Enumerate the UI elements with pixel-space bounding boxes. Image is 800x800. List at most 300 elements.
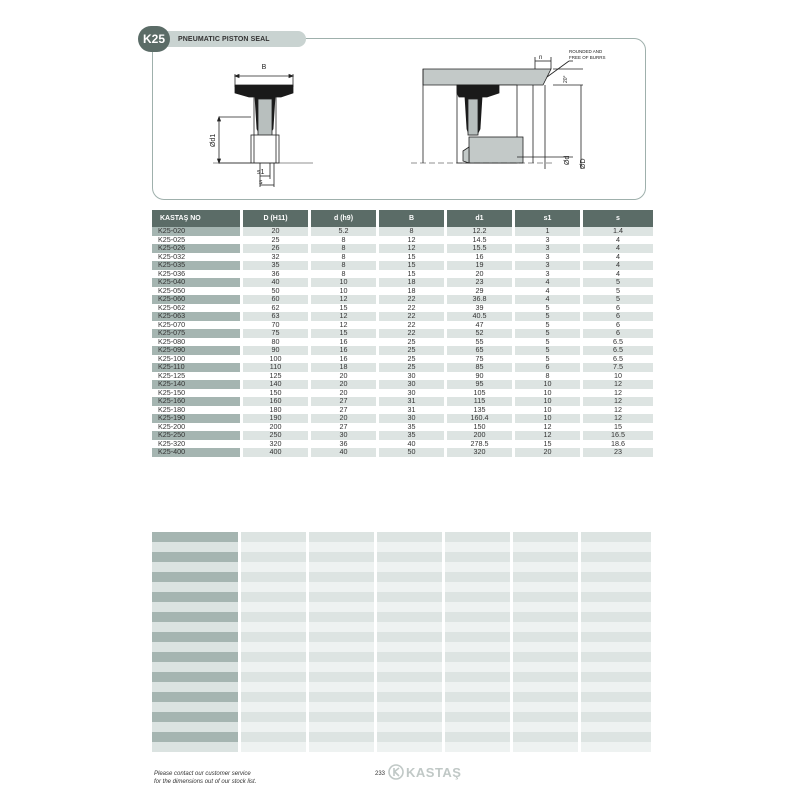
empty-cell xyxy=(513,602,578,612)
table-cell: K25-200 xyxy=(152,423,243,432)
table-row xyxy=(152,397,653,406)
empty-cell xyxy=(513,682,578,692)
empty-cell xyxy=(152,622,238,632)
empty-row xyxy=(152,732,651,742)
empty-cell xyxy=(309,722,374,732)
column-header: B xyxy=(379,210,447,227)
table-row xyxy=(152,363,653,372)
empty-cell xyxy=(445,722,510,732)
empty-table-rows xyxy=(152,532,651,752)
table-cell: 3 xyxy=(515,244,583,253)
empty-cell xyxy=(445,712,510,722)
table-cell: K25-125 xyxy=(152,372,243,381)
table-cell: 36.8 xyxy=(447,295,515,304)
table-cell: 14.5 xyxy=(447,236,515,245)
empty-row xyxy=(152,612,651,622)
empty-cell xyxy=(445,682,510,692)
empty-cell xyxy=(377,662,442,672)
empty-cell xyxy=(513,712,578,722)
empty-row xyxy=(152,652,651,662)
table-cell: 5 xyxy=(515,312,583,321)
note-burrs: FREE OF BURRS xyxy=(569,55,606,60)
empty-cell xyxy=(377,602,442,612)
empty-cell xyxy=(513,702,578,712)
empty-cell xyxy=(513,592,578,602)
table-cell: 10 xyxy=(311,278,379,287)
table-cell: 20 xyxy=(243,227,311,236)
empty-cell xyxy=(152,602,238,612)
empty-cell xyxy=(241,562,306,572)
empty-cell xyxy=(152,682,238,692)
empty-cell xyxy=(445,642,510,652)
empty-row xyxy=(152,542,651,552)
table-cell: 70 xyxy=(243,321,311,330)
empty-cell xyxy=(513,732,578,742)
table-cell: 27 xyxy=(311,406,379,415)
dim-label-d1: Ød1 xyxy=(210,133,217,147)
table-row xyxy=(152,380,653,389)
empty-cell xyxy=(241,612,306,622)
table-row xyxy=(152,389,653,398)
empty-cell xyxy=(445,562,510,572)
table-cell: 15.5 xyxy=(447,244,515,253)
empty-cell xyxy=(152,582,238,592)
table-cell: K25-140 xyxy=(152,380,243,389)
table-cell: K25-040 xyxy=(152,278,243,287)
empty-cell xyxy=(581,642,651,652)
footnote-line-1: Please contact our customer service xyxy=(154,771,251,777)
table-cell: 12 xyxy=(379,244,447,253)
empty-cell xyxy=(241,742,306,752)
table-cell: 20 xyxy=(311,372,379,381)
table-row xyxy=(152,440,653,449)
table-cell: 27 xyxy=(311,397,379,406)
table-cell: 6 xyxy=(583,329,653,338)
table-cell: 30 xyxy=(379,389,447,398)
table-cell: 18 xyxy=(311,363,379,372)
empty-row xyxy=(152,592,651,602)
empty-cell xyxy=(152,542,238,552)
empty-cell xyxy=(377,642,442,652)
empty-cell xyxy=(513,612,578,622)
empty-cell xyxy=(152,632,238,642)
table-cell: 5 xyxy=(583,278,653,287)
table-cell: 20 xyxy=(447,270,515,279)
table-cell: 10 xyxy=(614,370,622,380)
empty-cell xyxy=(513,542,578,552)
table-cell: 40 xyxy=(311,448,379,457)
empty-cell xyxy=(309,692,374,702)
empty-row xyxy=(152,532,651,542)
empty-row xyxy=(152,682,651,692)
table-row xyxy=(152,227,653,236)
column-header: d (h9) xyxy=(311,210,379,227)
empty-cell xyxy=(152,552,238,562)
table-cell: 30 xyxy=(379,380,447,389)
empty-cell xyxy=(377,572,442,582)
table-cell: 12 xyxy=(379,236,447,245)
table-cell: 6 xyxy=(616,302,620,312)
empty-cell xyxy=(581,682,651,692)
empty-cell xyxy=(377,712,442,722)
empty-row xyxy=(152,632,651,642)
table-cell: 110 xyxy=(243,363,311,372)
table-cell: 36 xyxy=(243,270,311,279)
table-cell: 135 xyxy=(447,406,515,415)
empty-cell xyxy=(309,562,374,572)
table-cell: 10 xyxy=(515,414,583,423)
table-cell: K25-160 xyxy=(152,397,243,406)
table-cell: 150 xyxy=(243,389,311,398)
table-cell: 22 xyxy=(379,295,447,304)
table-cell: 5 xyxy=(515,304,583,313)
column-header: D (H11) xyxy=(243,210,311,227)
table-cell: 35 xyxy=(243,261,311,270)
empty-cell xyxy=(377,722,442,732)
brand-name: KASTAŞ xyxy=(406,764,462,780)
empty-row xyxy=(152,602,651,612)
empty-cell xyxy=(152,742,238,752)
empty-cell xyxy=(445,742,510,752)
table-cell: K25-060 xyxy=(152,295,243,304)
table-cell: 12.2 xyxy=(447,227,515,236)
empty-cell xyxy=(309,742,374,752)
table-cell: 50 xyxy=(379,448,447,457)
table-cell: 22 xyxy=(379,329,447,338)
empty-cell xyxy=(309,732,374,742)
table-row xyxy=(152,329,653,338)
table-cell: 52 xyxy=(447,329,515,338)
empty-cell xyxy=(377,552,442,562)
empty-cell xyxy=(241,542,306,552)
table-cell: K25-050 xyxy=(152,287,243,296)
table-cell: 15 xyxy=(379,253,447,262)
dim-label-d: Ød xyxy=(564,155,571,165)
table-cell: 5 xyxy=(515,338,583,347)
empty-cell xyxy=(241,582,306,592)
empty-cell xyxy=(377,592,442,602)
table-cell: 90 xyxy=(243,346,311,355)
table-row xyxy=(152,406,653,415)
table-cell: K25-190 xyxy=(152,414,243,423)
empty-cell xyxy=(152,692,238,702)
empty-cell xyxy=(241,732,306,742)
table-cell: 4 xyxy=(616,234,620,244)
empty-cell xyxy=(445,632,510,642)
table-cell: 25 xyxy=(379,346,447,355)
table-cell: 30 xyxy=(311,431,379,440)
empty-cell xyxy=(513,582,578,592)
empty-cell xyxy=(152,712,238,722)
table-cell: K25-035 xyxy=(152,261,243,270)
table-cell: 5.2 xyxy=(311,227,379,236)
table-cell: 1 xyxy=(515,227,583,236)
empty-cell xyxy=(241,712,306,722)
table-cell: 50 xyxy=(243,287,311,296)
empty-cell xyxy=(445,602,510,612)
table-cell: 7.5 xyxy=(583,363,653,372)
table-cell: 62 xyxy=(243,304,311,313)
empty-cell xyxy=(581,552,651,562)
empty-cell xyxy=(152,642,238,652)
empty-cell xyxy=(581,732,651,742)
table-row xyxy=(152,321,653,330)
table-cell: 75 xyxy=(447,355,515,364)
table-cell: K25-062 xyxy=(152,304,243,313)
empty-row xyxy=(152,712,651,722)
table-cell: 12 xyxy=(515,431,583,440)
table-cell: 25 xyxy=(379,338,447,347)
empty-cell xyxy=(241,662,306,672)
table-cell: 3 xyxy=(515,270,583,279)
empty-cell xyxy=(581,632,651,642)
table-row xyxy=(152,355,653,364)
empty-row xyxy=(152,742,651,752)
table-cell: K25-032 xyxy=(152,253,243,262)
empty-cell xyxy=(581,662,651,672)
empty-cell xyxy=(377,542,442,552)
table-cell: K25-080 xyxy=(152,338,243,347)
table-cell: 15 xyxy=(311,304,379,313)
table-cell: 5 xyxy=(515,346,583,355)
table-cell: K25-400 xyxy=(152,448,243,457)
table-cell: 100 xyxy=(243,355,311,364)
table-cell: 5 xyxy=(515,329,583,338)
empty-cell xyxy=(581,722,651,732)
table-cell: K25-063 xyxy=(152,312,243,321)
empty-row xyxy=(152,582,651,592)
empty-cell xyxy=(581,702,651,712)
table-cell: 39 xyxy=(447,304,515,313)
table-row xyxy=(152,304,653,313)
empty-cell xyxy=(581,562,651,572)
empty-cell xyxy=(513,642,578,652)
table-row xyxy=(152,253,653,262)
empty-cell xyxy=(152,722,238,732)
empty-cell xyxy=(309,592,374,602)
empty-cell xyxy=(445,612,510,622)
empty-cell xyxy=(309,642,374,652)
table-cell: 125 xyxy=(243,372,311,381)
empty-cell xyxy=(513,572,578,582)
table-cell: K25-110 xyxy=(152,363,243,372)
table-row xyxy=(152,244,653,253)
empty-cell xyxy=(445,572,510,582)
table-cell: 6 xyxy=(515,363,583,372)
table-cell: 15 xyxy=(379,261,447,270)
table-cell: 6.5 xyxy=(583,346,653,355)
empty-cell xyxy=(241,602,306,612)
table-row xyxy=(152,287,653,296)
table-header-row xyxy=(152,210,653,227)
table-cell: 250 xyxy=(243,431,311,440)
product-title: PNEUMATIC PISTON SEAL xyxy=(178,35,270,43)
table-cell: 16.5 xyxy=(583,431,653,440)
table-cell: 6 xyxy=(583,312,653,321)
table-row xyxy=(152,236,653,245)
table-cell: 5 xyxy=(515,355,583,364)
empty-cell xyxy=(309,532,374,542)
empty-cell xyxy=(377,652,442,662)
empty-cell xyxy=(309,552,374,562)
dimensions-table xyxy=(152,210,653,457)
dim-label-s: s xyxy=(259,179,263,186)
empty-cell xyxy=(309,622,374,632)
table-cell: 15 xyxy=(515,440,583,449)
table-cell: 40.5 xyxy=(447,312,515,321)
empty-row xyxy=(152,722,651,732)
table-cell: 23 xyxy=(447,278,515,287)
empty-cell xyxy=(377,672,442,682)
table-cell: 10 xyxy=(515,380,583,389)
table-cell: 3 xyxy=(515,261,583,270)
table-cell: 18 xyxy=(379,287,447,296)
empty-cell xyxy=(445,732,510,742)
table-cell: 12 xyxy=(583,380,653,389)
dim-label-s1: s1 xyxy=(257,169,265,176)
empty-cell xyxy=(581,542,651,552)
empty-cell xyxy=(309,572,374,582)
table-cell: 4 xyxy=(515,287,583,296)
table-row xyxy=(152,261,653,270)
table-cell: 22 xyxy=(379,321,447,330)
table-cell: 40 xyxy=(243,278,311,287)
empty-cell xyxy=(309,672,374,682)
product-title-bar xyxy=(158,31,306,47)
table-cell: 200 xyxy=(447,431,515,440)
empty-row xyxy=(152,622,651,632)
table-cell: 16 xyxy=(447,253,515,262)
table-cell: K25-075 xyxy=(152,329,243,338)
table-cell: 12 xyxy=(614,404,622,414)
table-cell: 18 xyxy=(379,278,447,287)
empty-cell xyxy=(152,612,238,622)
table-cell: 25 xyxy=(243,236,311,245)
table-cell: 115 xyxy=(447,397,515,406)
table-row xyxy=(152,414,653,423)
empty-cell xyxy=(581,612,651,622)
table-cell: 5 xyxy=(616,285,620,295)
empty-cell xyxy=(152,532,238,542)
table-cell: 30 xyxy=(379,372,447,381)
empty-cell xyxy=(377,742,442,752)
column-header: KASTAŞ NO xyxy=(152,210,243,227)
empty-cell xyxy=(445,702,510,712)
table-cell: 4 xyxy=(515,295,583,304)
table-cell: 75 xyxy=(243,329,311,338)
table-cell: 12 xyxy=(583,397,653,406)
empty-cell xyxy=(152,572,238,582)
table-cell: 26 xyxy=(243,244,311,253)
table-cell: 12 xyxy=(311,312,379,321)
table-cell: 22 xyxy=(379,312,447,321)
table-cell: 190 xyxy=(243,414,311,423)
table-cell: 85 xyxy=(447,363,515,372)
empty-cell xyxy=(241,702,306,712)
dim-label-D: ØD xyxy=(580,158,587,169)
dim-label-n: n xyxy=(539,55,543,61)
table-cell: 150 xyxy=(447,423,515,432)
table-cell: 3 xyxy=(515,236,583,245)
empty-cell xyxy=(581,592,651,602)
table-cell: K25-026 xyxy=(152,244,243,253)
empty-cell xyxy=(513,672,578,682)
product-code-badge xyxy=(138,26,170,52)
empty-cell xyxy=(581,672,651,682)
table-cell: 10 xyxy=(515,397,583,406)
empty-cell xyxy=(445,582,510,592)
empty-cell xyxy=(513,722,578,732)
empty-cell xyxy=(581,622,651,632)
table-cell: K25-090 xyxy=(152,346,243,355)
empty-cell xyxy=(241,722,306,732)
table-cell: 140 xyxy=(243,380,311,389)
table-cell: 400 xyxy=(243,448,311,457)
empty-cell xyxy=(513,692,578,702)
empty-row xyxy=(152,692,651,702)
table-cell: K25-025 xyxy=(152,236,243,245)
table-cell: 32 xyxy=(243,253,311,262)
empty-cell xyxy=(445,622,510,632)
empty-cell xyxy=(241,622,306,632)
table-cell: 20 xyxy=(311,389,379,398)
empty-cell xyxy=(152,702,238,712)
empty-cell xyxy=(513,552,578,562)
table-cell: 5 xyxy=(515,321,583,330)
empty-cell xyxy=(152,652,238,662)
stock-footnote xyxy=(154,770,256,786)
empty-cell xyxy=(309,682,374,692)
table-cell: 6 xyxy=(616,319,620,329)
table-cell: 3 xyxy=(515,253,583,262)
table-cell: 10 xyxy=(311,287,379,296)
table-cell: 15 xyxy=(379,270,447,279)
empty-cell xyxy=(309,582,374,592)
table-row xyxy=(152,431,653,440)
table-cell: 160.4 xyxy=(447,414,515,423)
empty-cell xyxy=(152,672,238,682)
table-cell: 31 xyxy=(379,406,447,415)
table-cell: 6.5 xyxy=(613,336,623,346)
empty-row xyxy=(152,672,651,682)
table-cell: 105 xyxy=(447,389,515,398)
table-cell: 65 xyxy=(447,346,515,355)
empty-cell xyxy=(377,632,442,642)
table-cell: 60 xyxy=(243,295,311,304)
empty-cell xyxy=(309,612,374,622)
table-cell: 320 xyxy=(243,440,311,449)
table-row xyxy=(152,448,653,457)
table-cell: 18.6 xyxy=(611,438,625,448)
empty-cell xyxy=(377,532,442,542)
table-cell: 27 xyxy=(311,423,379,432)
table-cell: 16 xyxy=(311,338,379,347)
empty-cell xyxy=(241,682,306,692)
empty-row xyxy=(152,552,651,562)
empty-cell xyxy=(309,602,374,612)
empty-cell xyxy=(513,652,578,662)
table-row xyxy=(152,338,653,347)
empty-row xyxy=(152,702,651,712)
table-cell: 320 xyxy=(447,448,515,457)
table-cell: K25-100 xyxy=(152,355,243,364)
table-body xyxy=(152,227,653,457)
table-cell: 8 xyxy=(379,227,447,236)
brand-k-icon xyxy=(388,764,404,780)
note-rounded: ROUNDED AND xyxy=(569,49,603,54)
empty-cell xyxy=(581,712,651,722)
table-cell: 8 xyxy=(515,372,583,381)
